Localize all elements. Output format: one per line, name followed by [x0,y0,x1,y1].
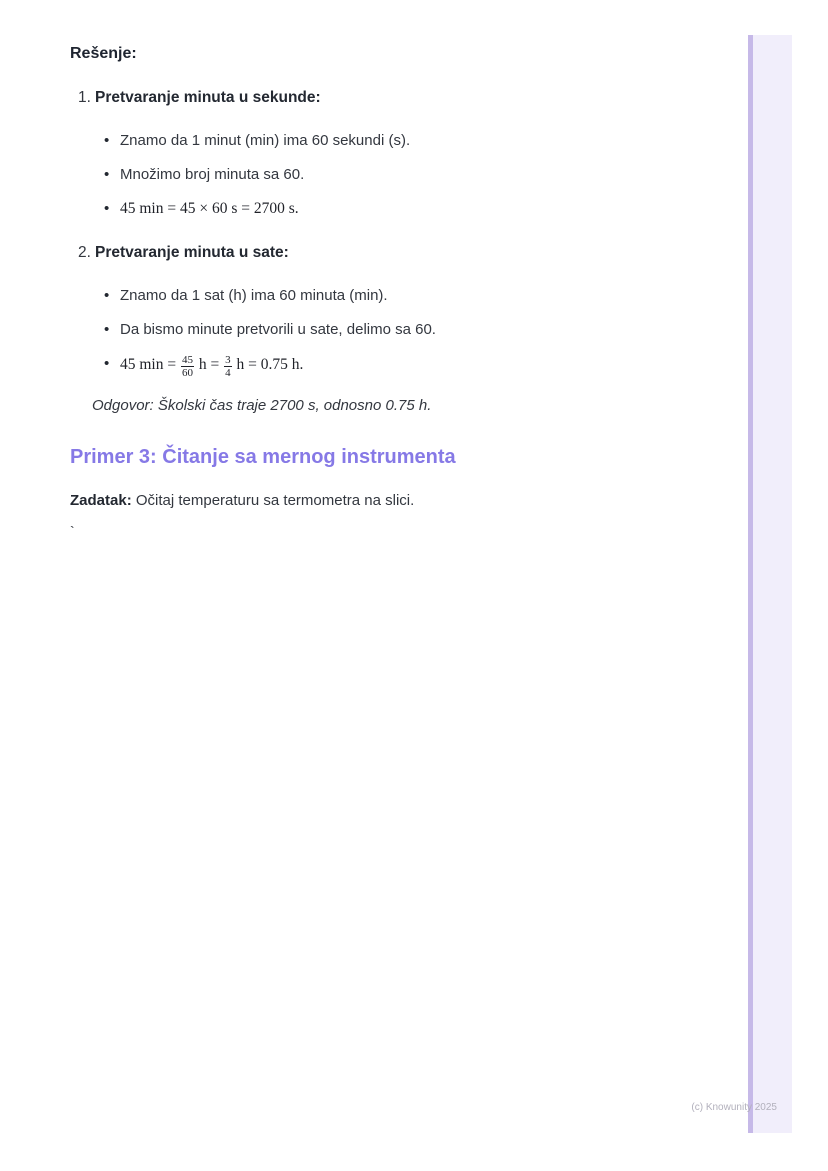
step-2-bullets [70,286,690,379]
fraction [224,354,232,379]
fraction-numerator: 45 [181,354,193,366]
bullet-text: Znamo da 1 minut (min) ima 60 sekundi (s). [120,132,411,149]
list-item [104,199,690,218]
solution-steps-list [70,88,690,379]
math-expression [120,354,303,379]
bullet-text: Znamo da 1 sat (h) ima 60 minuta (min). [120,287,388,304]
step-title: Pretvaranje minuta u sekunde: [95,89,321,106]
step-1-title-row [70,88,690,107]
math-prefix: 45 min = [120,356,180,374]
page-edge-stripe [748,35,792,1133]
step-2-title-row [70,243,690,262]
task-label: Zadatak: [70,492,132,510]
step-number: 2. [78,244,91,261]
bullet-icon: • [104,132,110,149]
answer-text: Odgovor: Školski čas traje 2700 s, odnosno 0.75 h. [92,397,432,415]
copyright-text: (c) Knowunity 2025 [691,1102,777,1113]
bullet-text: Množimo broj minuta sa 60. [120,166,305,183]
task-text: Očitaj temperaturu sa termometra na slici. [131,492,415,510]
document-content [70,44,690,539]
bullet-icon: • [104,287,110,304]
math-suffix: h = 0.75 h. [232,356,304,374]
fraction-denominator: 4 [225,367,231,380]
list-item [70,243,690,379]
math-mid: h = [194,356,224,374]
list-item [104,320,690,339]
task-paragraph [70,491,690,510]
bullet-icon: • [104,355,110,372]
step-number: 1. [78,89,91,106]
step-title: Pretvaranje minuta u sate: [95,244,289,261]
bullet-text: Da bismo minute pretvorili u sate, delimo sa 60. [120,321,436,338]
list-item [104,286,690,305]
list-item [104,354,690,379]
math-expression: 45 min = 45 × 60 s = 2700 s. [120,200,299,217]
list-item [70,88,690,218]
bullet-icon: • [104,321,110,338]
example-3-heading: Primer 3: Čitanje sa mernog instrumenta [70,446,456,469]
solution-heading: Rešenje: [70,45,137,62]
fraction-denominator: 60 [181,367,193,380]
fraction-numerator: 3 [225,354,231,366]
step-1-bullets [70,131,690,218]
list-item [104,165,690,184]
fraction [181,354,194,379]
stray-character: ` [70,523,75,540]
list-item [104,131,690,150]
bullet-icon: • [104,200,110,217]
bullet-icon: • [104,166,110,183]
